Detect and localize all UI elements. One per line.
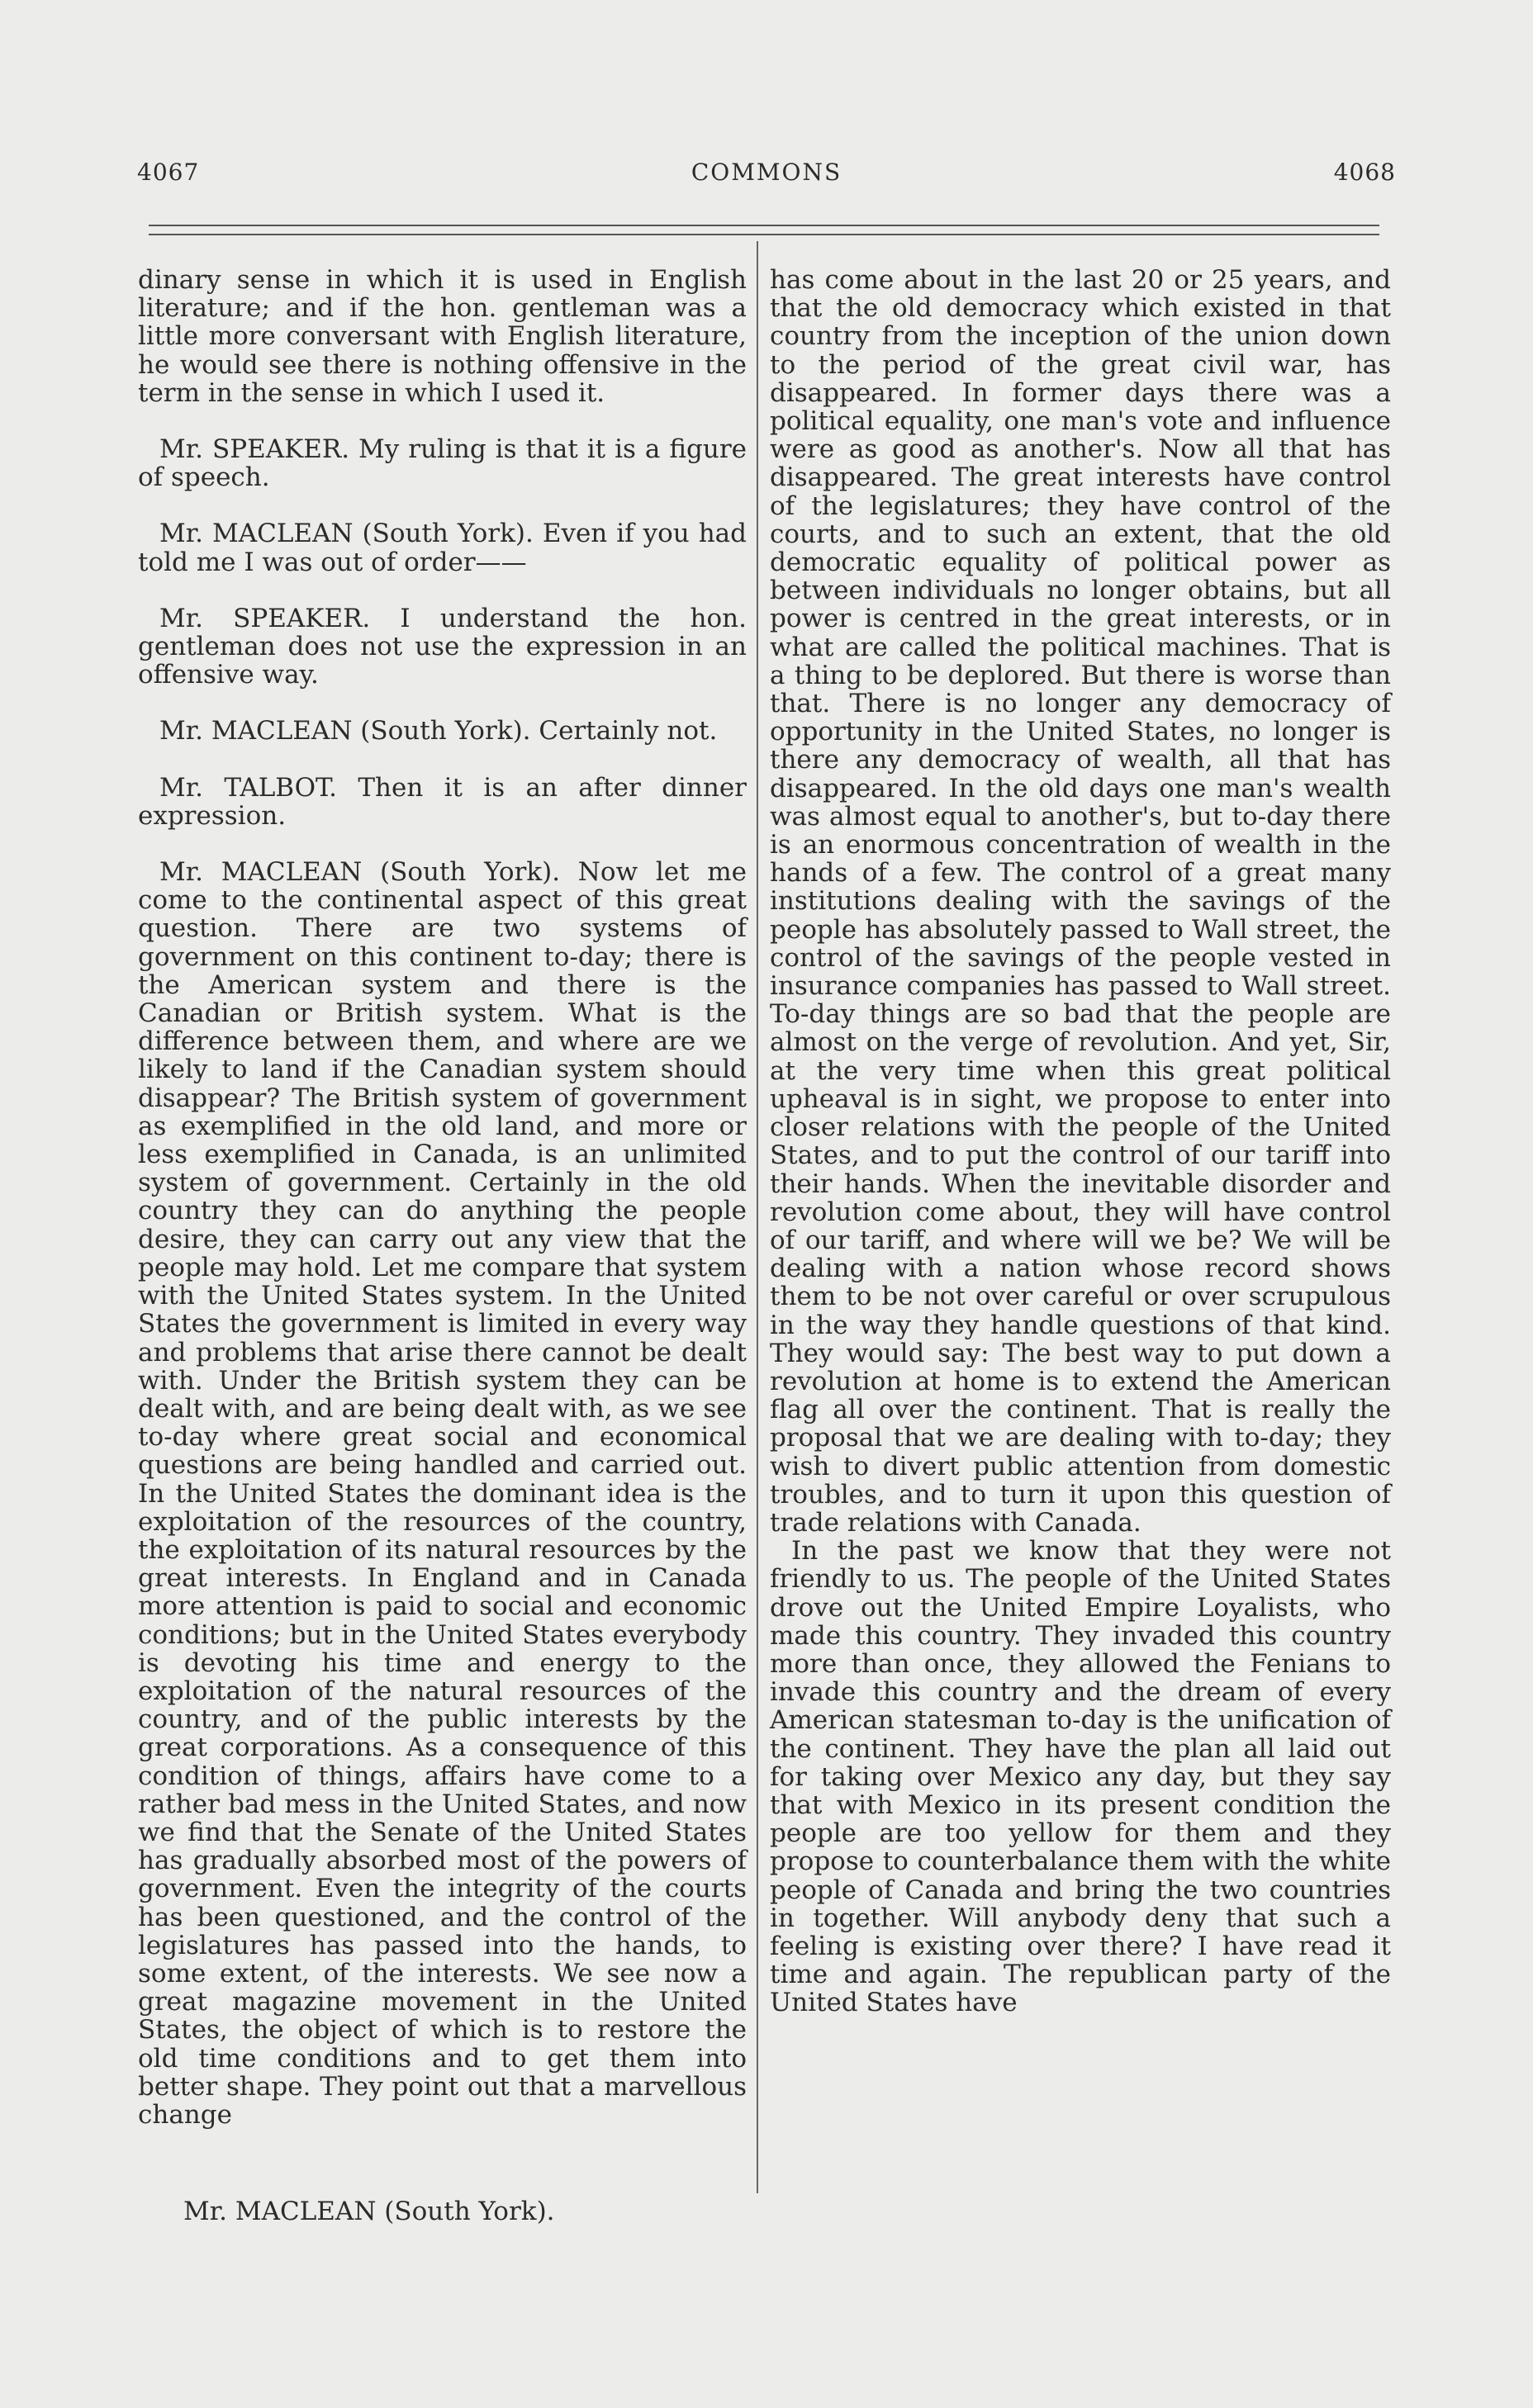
column-divider xyxy=(757,241,758,2193)
paragraph: Mr. MACLEAN (South York). Even if you had told me I was out of order—— xyxy=(138,519,747,577)
header-rule-top xyxy=(149,225,1379,226)
paragraph: In the past we know that they were not friendly to us. The people of the United States drove out the United Empire Loyalists, who made this country. They invaded this country more than once, they allowed the Fenians to invade this country and the dream of every American statesman to-day is the unification of the continent. They have the plan all laid out for taking over Mexico any day, but they say that with Mexico in its present condition the people are too yellow for them and they propose to counterbalance them with the white people of Canada and bring the two countries in together. Will anybody deny that such a feeling is existing over there? I have read it time and again. The republican party of the United States have xyxy=(770,1536,1391,2018)
paragraph: Mr. SPEAKER. My ruling is that it is a figure of speech. xyxy=(138,434,747,493)
page-number-right: 4068 xyxy=(1333,159,1396,186)
paragraph: Mr. MACLEAN (South York). Certainly not. xyxy=(159,716,718,747)
header-rule-bottom xyxy=(149,234,1379,235)
running-title: COMMONS xyxy=(691,159,842,186)
paragraph: Mr. SPEAKER. I understand the hon. gentleman does not use the expression in an offensive way. xyxy=(138,603,747,690)
paragraph: dinary sense in which it is used in English literature; and if the hon. gentleman was a little more conversant with English literature, he would see there is nothing offensive in the term in the sense in which I used it. xyxy=(138,265,747,408)
right-column xyxy=(770,266,1391,2017)
left-column xyxy=(138,266,747,2129)
paragraph: has come about in the last 20 or 25 years, and that the old democracy which existed in that country from the inception of the union down to the period of the great civil war, has disappeared. In former days there was a political equality, one man's vote and influence were as good as another's. Now all that has disappeared. The great interests have control of the legislatures; they have control of the courts, and to such an extent, that the old democratic equality of political power as between individuals no longer obtains, but all power is centred in the great interests, or in what are called the political machines. That is a thing to be deplored. But there is worse than that. There is no longer any democracy of opportunity in the United States, no longer is there any democracy of wealth, all that has disappeared. In the old days one man's wealth was almost equal to another's, but to-day there is an enormous concentration of wealth in the hands of a few. The control of a great many institutions dealing with the savings of the people has absolutely passed to Wall street, the control of the savings of the people vested in insurance companies has passed to Wall street. To-day things are so bad that the people are almost on the verge of revolution. And yet, Sir, at the very time when this great political upheaval is in sight, we propose to enter into closer relations with the people of the United States, and to put the control of our tariff into their hands. When the inevitable disorder and revolution come about, they will have control of our tariff, and where will we be? We will be dealing with a nation whose record shows them to be not over careful or over scrupulous in the way they handle questions of that kind. They would say: The best way to put down a revolution at home is to extend the American flag all over the continent. That is really the proposal that we are dealing with to-day; they wish to divert public attention from domestic troubles, and to turn it upon this question of trade relations with Canada. xyxy=(770,265,1391,1538)
page-number-left: 4067 xyxy=(137,159,200,186)
paragraph: Mr. MACLEAN (South York). Now let me come to the continental aspect of this great question. There are two systems of government on this continent to-day; there is the American system and there is the Canadian or British system. What is the difference between them, and where are we likely to land if the Canadian system should disappear? The British system of government as exemplified in the old land, and more or less exemplified in Canada, is an unlimited system of government. Certainly in the old country they can do anything the people desire, they can carry out any view that the people may hold. Let me compare that system with the United States system. In the United States the government is limited in every way and problems that arise there cannot be dealt with. Under the British system they can be dealt with, and are being dealt with, as we see to-day where great social and economical questions are being handled and carried out. In the United States the dominant idea is the exploitation of the resources of the country, the exploitation of its natural resources by the great interests. In England and in Canada more attention is paid to social and economic conditions; but in the United States everybody is devoting his time and energy to the exploitation of the natural resources of the country, and of the public interests by the great corporations. As a consequence of this condition of things, affairs have come to a rather bad mess in the United States, and now we find that the Senate of the United States has gradually absorbed most of the powers of government. Even the integrity of the courts has been questioned, and the control of the legislatures has passed into the hands, to some extent, of the interests. We see now a great magazine movement in the United States, the object of which is to restore the old time conditions and to get them into better shape. They point out that a marvellous change xyxy=(138,857,747,2130)
page-header xyxy=(137,159,1396,198)
footer-speaker: Mr. MACLEAN (South York). xyxy=(183,2197,555,2226)
paragraph: Mr. TALBOT. Then it is an after dinner expression. xyxy=(138,772,747,831)
